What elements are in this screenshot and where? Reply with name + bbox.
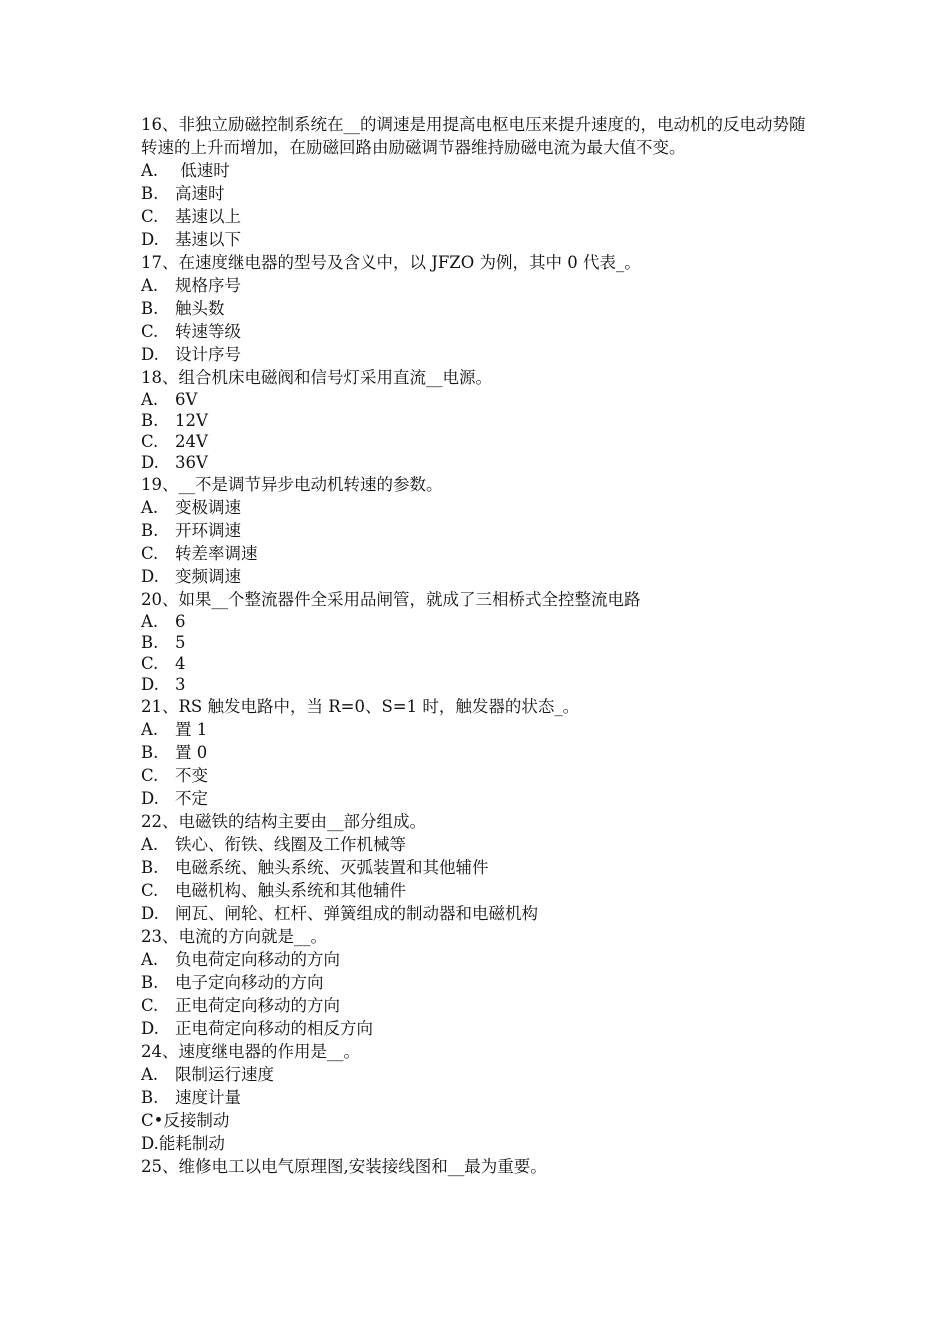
question-25 (141, 1155, 821, 1178)
question-text: 22、电磁铁的结构主要由__部分组成。 (141, 812, 426, 831)
option-c: C. 基速以上 (141, 207, 241, 226)
option-a: A. 负电荷定向移动的方向 (141, 950, 340, 969)
question-text: 16、非独立励磁控制系统在__的调速是用提高电枢电压来提升速度的，电动机的反电动势随转速的上升而增加，在励磁回路由励磁调节器维持励磁电流为最大值不变。 (141, 115, 806, 157)
option-c: C•反接制动 (141, 1111, 230, 1130)
question-text: 18、组合机床电磁阀和信号灯采用直流__电源。 (141, 368, 492, 387)
question-text: 24、速度继电器的作用是__。 (141, 1042, 360, 1061)
option-d: D. 闸瓦、闸轮、杠杆、弹簧组成的制动器和电磁机构 (141, 904, 538, 923)
option-a: A. 低速时 (141, 161, 230, 180)
option-a: A. 6V (141, 390, 198, 409)
option-c: C. 24V (141, 432, 208, 451)
question-text: 17、在速度继电器的型号及含义中，以 JFZO 为例，其中 0 代表_。 (141, 253, 641, 272)
option-a: A. 限制运行速度 (141, 1065, 274, 1084)
option-b: B. 电子定向移动的方向 (141, 973, 324, 992)
option-c: C. 转差率调速 (141, 544, 258, 563)
question-list (141, 113, 821, 1178)
question-text: 25、维修电工以电气原理图,安装接线图和__最为重要。 (141, 1157, 547, 1176)
option-d: D. 36V (141, 453, 208, 472)
option-d: D.能耗制动 (141, 1134, 225, 1153)
question-20 (141, 588, 821, 695)
option-d: D. 变频调速 (141, 567, 241, 586)
option-d: D. 设计序号 (141, 345, 241, 364)
option-b: B. 开环调速 (141, 521, 241, 540)
question-text: 20、如果__个整流器件全采用品闸管，就成了三相桥式全控整流电路 (141, 590, 641, 609)
option-d: D. 正电荷定向移动的相反方向 (141, 1019, 373, 1038)
question-17 (141, 251, 821, 366)
question-text: 19、__不是调节异步电动机转速的参数。 (141, 475, 443, 494)
option-d: D. 3 (141, 675, 186, 694)
question-23 (141, 925, 821, 1040)
option-b: B. 速度计量 (141, 1088, 241, 1107)
option-b: B. 置 0 (141, 743, 208, 762)
option-c: C. 4 (141, 654, 186, 673)
question-21 (141, 695, 821, 810)
option-b: B. 电磁系统、触头系统、灭弧装置和其他辅件 (141, 858, 489, 877)
question-19 (141, 473, 821, 588)
option-c: C. 正电荷定向移动的方向 (141, 996, 340, 1015)
option-c: C. 转速等级 (141, 322, 241, 341)
option-c: C. 不变 (141, 766, 208, 785)
question-text: 21、RS 触发电路中，当 R=0、S=1 时，触发器的状态_。 (141, 697, 580, 716)
option-a: A. 置 1 (141, 720, 208, 739)
option-a: A. 铁心、衔铁、线圈及工作机械等 (141, 835, 406, 854)
option-b: B. 12V (141, 411, 208, 430)
question-16 (141, 113, 821, 251)
option-d: D. 基速以下 (141, 230, 241, 249)
option-a: A. 6 (141, 612, 186, 631)
option-c: C. 电磁机构、触头系统和其他辅件 (141, 881, 406, 900)
option-b: B. 触头数 (141, 299, 225, 318)
question-22 (141, 810, 821, 925)
option-b: B. 高速时 (141, 184, 225, 203)
option-b: B. 5 (141, 633, 186, 652)
option-a: A. 变极调速 (141, 498, 241, 517)
question-24 (141, 1040, 821, 1155)
question-18 (141, 366, 821, 473)
option-d: D. 不定 (141, 789, 208, 808)
option-a: A. 规格序号 (141, 276, 241, 295)
question-text: 23、电流的方向就是__。 (141, 927, 327, 946)
